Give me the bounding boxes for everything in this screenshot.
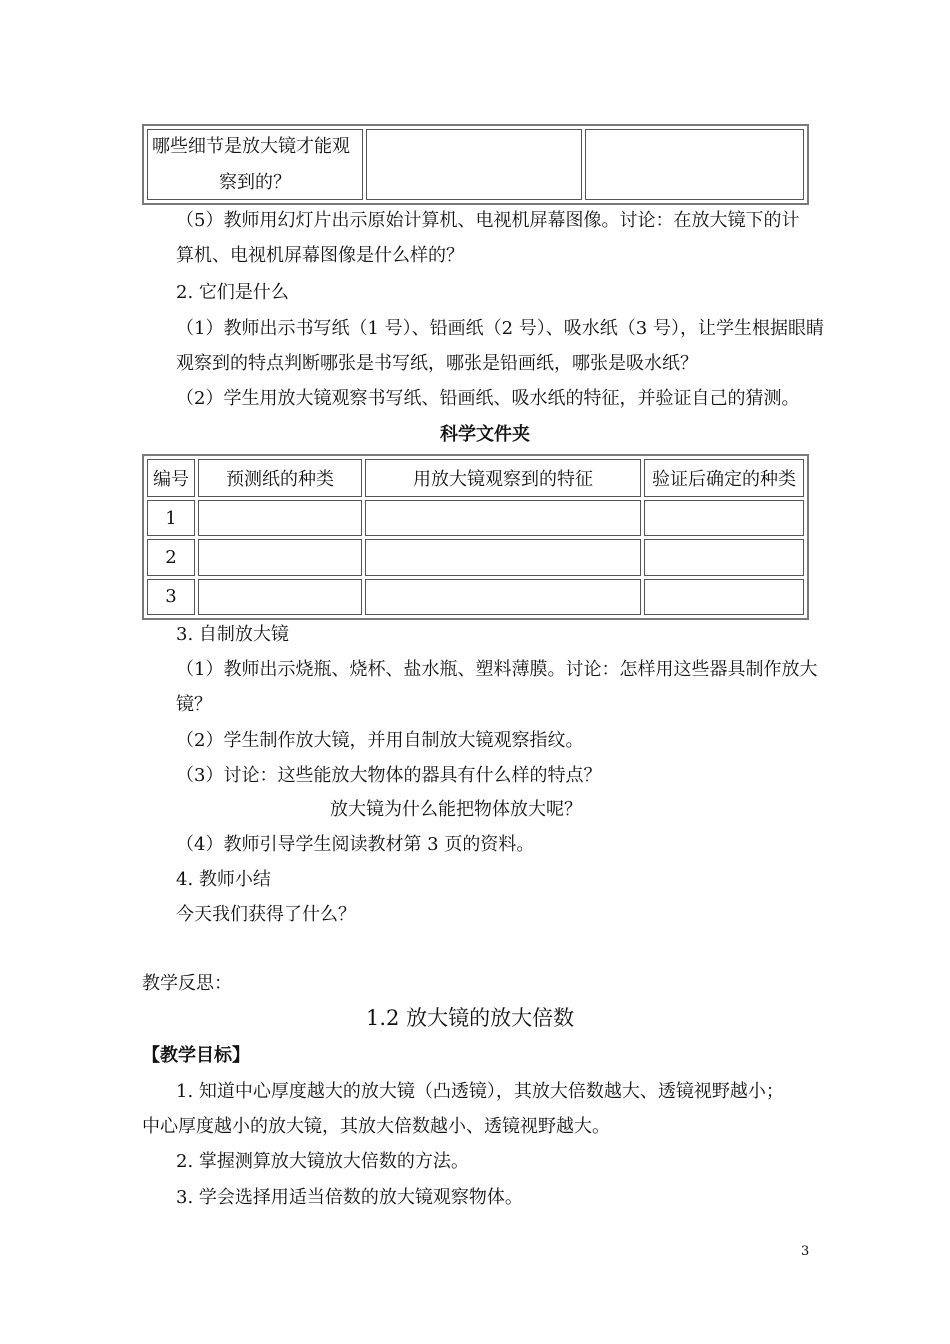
page-number: 3 <box>801 1244 810 1259</box>
cell-predicted-type <box>198 539 362 575</box>
cell-observed-features <box>365 500 641 536</box>
row-number: 3 <box>147 579 195 615</box>
section-3-item4: （4）教师引导学生阅读教材第 3 页的资料。 <box>176 834 535 855</box>
table-row <box>147 539 804 575</box>
header-predicted-type: 预测纸的种类 <box>198 459 362 497</box>
header-number: 编号 <box>147 459 195 497</box>
cell-verified-type <box>644 539 804 575</box>
observation-cell-3 <box>585 129 804 200</box>
section-2-title: 2. 它们是什么 <box>176 282 289 303</box>
section-3-item1-line2: 镜？ <box>176 694 212 715</box>
section-3-title: 3. 自制放大镜 <box>176 624 289 645</box>
cell-predicted-type <box>198 579 362 615</box>
observation-table <box>142 124 809 205</box>
cell-verified-type <box>644 579 804 615</box>
section-2-item2: （2）学生用放大镜观察书写纸、铅画纸、吸水纸的特征，并验证自己的猜测。 <box>176 388 800 409</box>
paragraph-5-line1: （5）教师用幻灯片出示原始计算机、电视机屏幕图像。讨论：在放大镜下的计 <box>176 210 800 231</box>
goal-1-line2: 中心厚度越小的放大镜，其放大倍数越小、透镜视野越大。 <box>142 1116 610 1137</box>
header-verified-type: 验证后确定的种类 <box>644 459 804 497</box>
section-3-item1-line1: （1）教师出示烧瓶、烧杯、盐水瓶、塑料薄膜。讨论：怎样用这些器具制作放大 <box>176 659 818 680</box>
cell-verified-type <box>644 500 804 536</box>
observation-question-line2: 察到的？ <box>219 172 291 193</box>
cell-predicted-type <box>198 500 362 536</box>
section-4-text: 今天我们获得了什么？ <box>176 904 356 925</box>
goal-2: 2. 掌握测算放大镜放大倍数的方法。 <box>176 1151 469 1172</box>
observation-question-line1: 哪些细节是放大镜才能观 <box>152 136 350 157</box>
goal-1-line1: 1. 知道中心厚度越大的放大镜（凸透镜），其放大倍数越大、透镜视野越小； <box>176 1081 784 1102</box>
observation-question-cell <box>147 129 363 200</box>
section-4-title: 4. 教师小结 <box>176 869 271 890</box>
observation-cell-2 <box>366 129 582 200</box>
table-row <box>147 579 804 615</box>
teaching-reflection-label: 教学反思： <box>142 973 232 994</box>
row-number: 2 <box>147 539 195 575</box>
goal-3: 3. 学会选择用适当倍数的放大镜观察物体。 <box>176 1187 523 1208</box>
section-3-item3-continued: 放大镜为什么能把物体放大呢？ <box>330 799 582 820</box>
section-2-item1-line2: 观察到的特点判断哪张是书写纸，哪张是铅画纸，哪张是吸水纸？ <box>176 353 698 374</box>
header-observed-features: 用放大镜观察到的特征 <box>365 459 641 497</box>
science-folder-header-row <box>147 459 804 497</box>
row-number: 1 <box>147 500 195 536</box>
cell-observed-features <box>365 539 641 575</box>
teaching-goals-heading: 【教学目标】 <box>142 1045 250 1066</box>
table-row <box>147 500 804 536</box>
section-3-item3: （3）讨论：这些能放大物体的器具有什么样的特点？ <box>176 765 602 786</box>
paragraph-5-line2: 算机、电视机屏幕图像是什么样的？ <box>176 245 464 266</box>
cell-observed-features <box>365 579 641 615</box>
science-folder-table <box>142 454 809 620</box>
science-folder-title: 科学文件夹 <box>440 424 530 445</box>
lesson-title: 1.2 放大镜的放大倍数 <box>366 1006 575 1030</box>
section-2-item1-line1: （1）教师出示书写纸（1 号）、铅画纸（2 号）、吸水纸（3 号），让学生根据眼睛 <box>176 318 824 339</box>
section-3-item2: （2）学生制作放大镜，并用自制放大镜观察指纹。 <box>176 730 584 751</box>
